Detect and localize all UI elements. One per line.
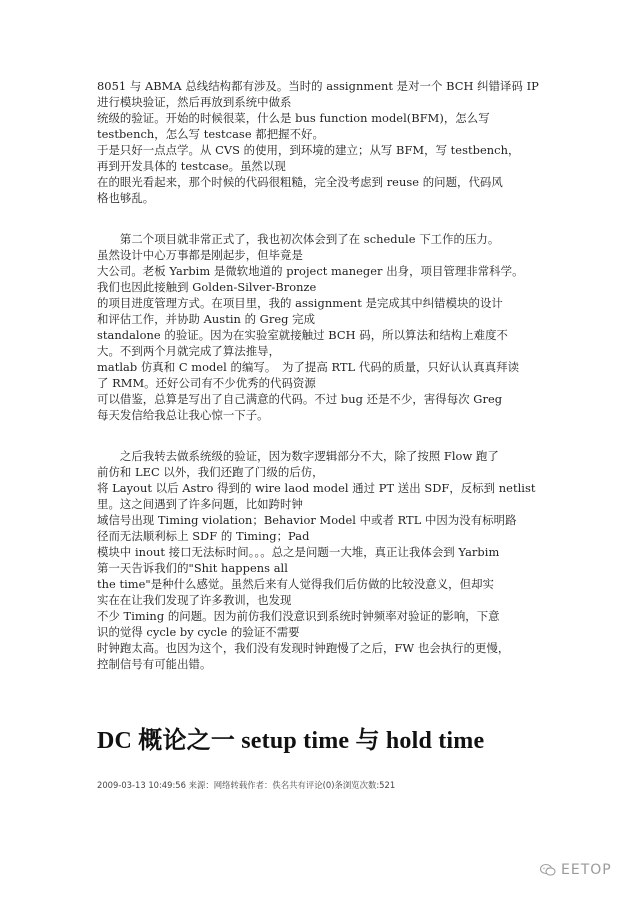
text-line: 前仿和 LEC 以外，我们还跑了门级的后仿， [97, 465, 324, 479]
text-line: 再到开发具体的 testcase。虽然以现 [97, 159, 286, 173]
text-line: 域信号出现 Timing violation；Behavior Model 中或者 RTL 中因为没有标明路 [97, 513, 517, 527]
text-line: 进行模块验证，然后再放到系统中做系 [97, 95, 292, 109]
text-line: 的项目进度管理方式。在项目里，我的 assignment 是完成其中纠错模块的设计 [97, 296, 503, 310]
watermark-text: EETOP [561, 862, 612, 878]
paragraph-3 [97, 448, 545, 672]
text-line: 和评估工作，并协助 Austin 的 Greg 完成 [97, 312, 316, 326]
text-line: 于是只好一点点学。从 CVS 的使用，到环境的建立；从写 BFM，写 testbench， [97, 143, 520, 157]
article-meta: 2009-03-13 10:49:56 来源：网络转载作者：佚名共有评论(0)条浏览次数:521 [97, 780, 396, 790]
text-line: 第一天告诉我们的"Shit happens all [97, 561, 288, 575]
text-line: 大公司。老板 Yarbim 是微软地道的 project maneger 出身，项目管理非常科学。 [97, 264, 524, 278]
text-line: testbench，怎么写 testcase 都把握不好。 [97, 127, 324, 141]
article-title: DC 概论之一 setup time 与 hold time [97, 728, 485, 754]
text-line: standalone 的验证。因为在实验室就接触过 BCH 码，所以算法和结构上难度不 [97, 328, 509, 342]
text-line: 时钟跑太高。也因为这个，我们没有发现时钟跑慢了之后，FW 也会执行的更慢， [97, 641, 510, 655]
text-line: 了 RMM。还好公司有不少优秀的代码资源 [97, 376, 316, 390]
text-line: 第二个项目就非常正式了，我也初次体会到了在 schedule 下工作的压力。 [97, 232, 500, 246]
paragraph-2 [97, 231, 545, 423]
text-line: 将 Layout 以后 Astro 得到的 wire laod model 通过 PT 送出 SDF，反标到 netlist [97, 481, 536, 495]
text-line: 实在在让我们发现了许多教训，也发现 [97, 593, 292, 607]
text-line: 在的眼光看起来，那个时候的代码很粗糙，完全没考虑到 reuse 的问题，代码风 [97, 175, 503, 189]
text-line: 8051 与 ABMA 总线结构都有涉及。当时的 assignment 是对一个 BCH 纠错译码 IP [97, 79, 539, 93]
text-line: the time"是种什么感觉。虽然后来有人觉得我们后仿做的比较没意义，但却实 [97, 577, 494, 591]
text-line: 我们也因此接触到 Golden-Silver-Bronze [97, 280, 317, 294]
eetop-watermark [540, 862, 612, 878]
text-line: 控制信号有可能出错。 [97, 657, 212, 671]
text-line: 里。这之间遇到了许多问题，比如跨时钟 [97, 497, 303, 511]
text-line: 每天发信给我总让我心惊一下子。 [97, 408, 269, 422]
text-line: 统级的验证。开始的时候很菜，什么是 bus function model(BFM)，怎么写 [97, 111, 490, 125]
text-line: 识的觉得 cycle by cycle 的验证不需要 [97, 625, 300, 639]
text-line: 之后我转去做系统级的验证，因为数字逻辑部分不大，除了按照 Flow 跑了 [97, 449, 499, 463]
text-line: 虽然设计中心万事都是刚起步，但毕竟是 [97, 248, 303, 262]
text-line: 不少 Timing 的问题。因为前仿我们没意识到系统时钟频率对验证的影响，下意 [97, 609, 500, 623]
text-line: 格也够乱。 [97, 191, 155, 205]
chat-bubble-icon [540, 863, 556, 877]
text-line: 径而无法顺利标上 SDF 的 Timing；Pad [97, 529, 310, 543]
paragraph-1 [97, 78, 545, 206]
text-line: matlab 仿真和 C model 的编写。 为了提高 RTL 代码的质量，只好认认真真拜读 [97, 360, 520, 374]
text-line: 可以借鉴，总算是写出了自己满意的代码。不过 bug 还是不少，害得每次 Greg [97, 392, 503, 406]
text-line: 大。不到两个月就完成了算法推导， [97, 344, 281, 358]
text-line: 模块中 inout 接口无法标时间。。。总之是问题一大堆，真正让我体会到 Yarbim [97, 545, 500, 559]
